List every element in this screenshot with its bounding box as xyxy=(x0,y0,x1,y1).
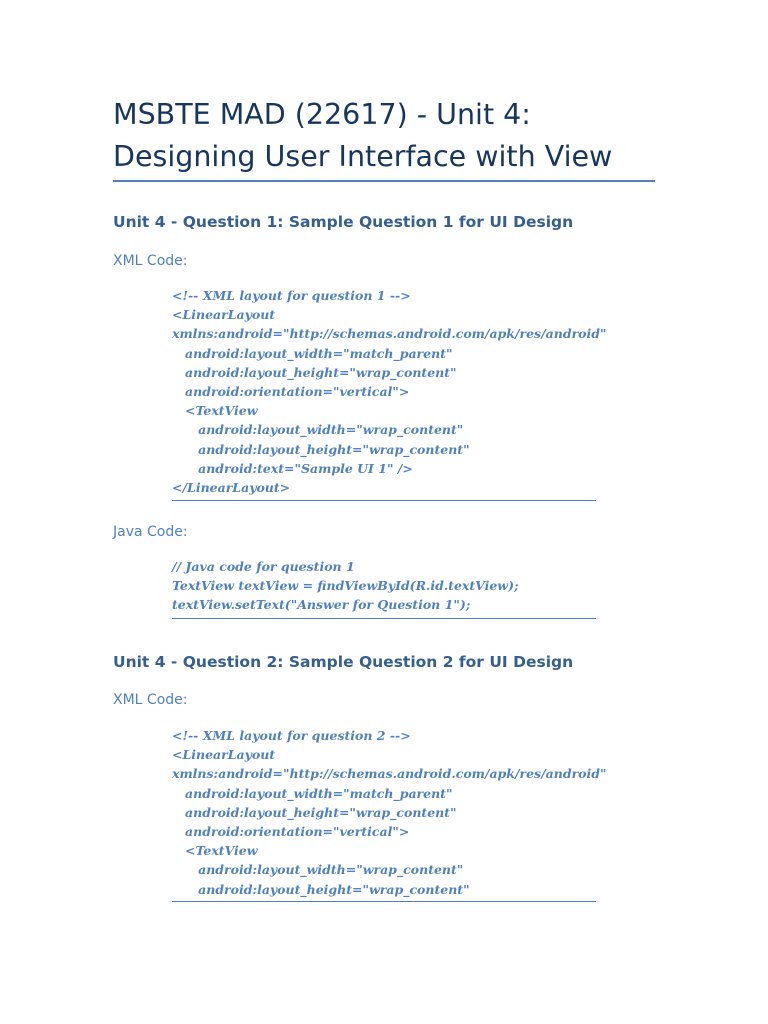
code-line: xmlns:android="http://schemas.android.com/apk/res/android" xyxy=(172,766,607,782)
code-line: android:orientation="vertical"> xyxy=(172,824,410,840)
code-line: android:layout_height="wrap_content" xyxy=(172,441,470,457)
code-line: android:layout_height="wrap_content" xyxy=(172,804,457,820)
code-line: android:layout_width="match_parent" xyxy=(172,345,453,361)
code-block-divider xyxy=(172,500,596,501)
code-line: android:layout_width="wrap_content" xyxy=(172,862,464,878)
code-line: android:layout_width="match_parent" xyxy=(172,785,453,801)
question-1-heading: Unit 4 - Question 1: Sample Question 1 for UI Design xyxy=(113,213,574,231)
code-line: android:orientation="vertical"> xyxy=(172,384,410,400)
title-underline xyxy=(113,180,655,182)
code-line: <LinearLayout xyxy=(172,307,276,323)
code-line: </LinearLayout> xyxy=(172,480,291,496)
code-line: // Java code for question 1 xyxy=(172,559,355,574)
question-2-xml-label: XML Code: xyxy=(113,692,188,708)
code-line: <TextView xyxy=(172,843,258,859)
question-1-xml-label: XML Code: xyxy=(113,253,188,269)
code-line: <!-- XML layout for question 1 --> xyxy=(172,288,411,303)
code-line: xmlns:android="http://schemas.android.com/apk/res/android" xyxy=(172,326,607,342)
document-title: MSBTE MAD (22617) - Unit 4: Designing User Interface with View xyxy=(113,98,613,173)
code-line: <LinearLayout xyxy=(172,747,276,763)
code-block-divider xyxy=(172,901,596,902)
question-1-java-label: Java Code: xyxy=(113,524,188,540)
code-line: TextView textView = findViewById(R.id.textView); xyxy=(172,578,519,594)
question-1-xml-code xyxy=(172,286,607,497)
code-block-divider xyxy=(172,618,596,619)
code-line: android:layout_height="wrap_content" xyxy=(172,881,470,897)
code-line: android:text="Sample UI 1" /> xyxy=(172,460,413,476)
question-2-heading: Unit 4 - Question 2: Sample Question 2 for UI Design xyxy=(113,653,574,671)
question-1-java-code xyxy=(172,557,596,615)
code-line: <!-- XML layout for question 2 --> xyxy=(172,728,411,743)
code-line: android:layout_width="wrap_content" xyxy=(172,422,464,438)
question-2-xml-code xyxy=(172,726,607,899)
code-line: <TextView xyxy=(172,403,258,419)
code-line: textView.setText("Answer for Question 1"); xyxy=(172,597,471,613)
code-line: android:layout_height="wrap_content" xyxy=(172,364,457,380)
